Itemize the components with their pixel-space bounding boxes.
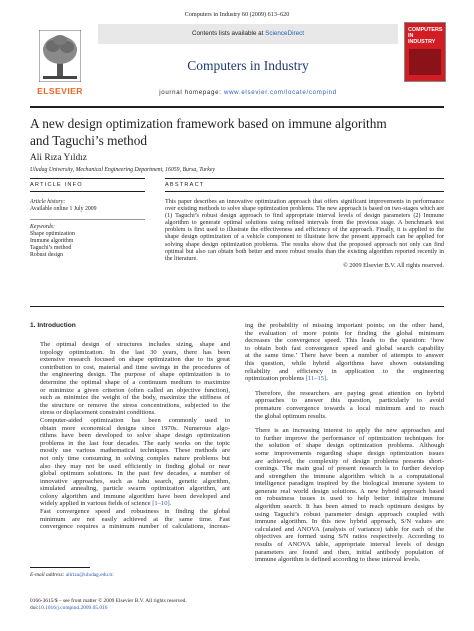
body-column-left	[30, 341, 230, 531]
abstract-top-rule	[165, 178, 444, 179]
paragraph: There is an increasing interest to apply the new approaches and to further improve the performance of optimization techniques for the solution of shape design optimization problems. Although some improvements regarding shape design optimization issues are achieved, the complexity of design problems presents short- comings. The main goal of present research is to further develop and strengthen the immune algorithm which is a computational intelligence paradigm inspired by the biological immune system to generate real world design solutions. A new hybrid approach based on robustness issues is used to help better initialize immune algorithm search. It has been aimed to reach optimum designs by using Taguchi’s robust parameter design approach coupled with immune algorithm. In this new hybrid approach, S/N values are calculated and ANOVA (analysis of variance) table for each of the objectives are formed using S/N ratios respectively. According to results of ANOVA table, appropriate interval levels of design parameters are found and then, initial antibody population of immune algorithm is defined according to these interval levels.	[255, 427, 444, 564]
article-info-heading-rule	[30, 191, 145, 192]
paragraph: Therefore, the researchers are paying great attention on hybrid approaches to answer this question, particularly to avoid premature convergence towards a local minimum and to reach the global optimum results.	[255, 389, 444, 420]
article-title-line-1: A new design optimization framework based on immune algorithm	[30, 116, 387, 131]
journal-cover-thumbnail[interactable]	[404, 22, 446, 82]
author-affiliation: Uludag University, Mechanical Engineering Department, 16059, Bursa, Turkey	[30, 167, 215, 173]
contents-prefix: Contents lists available at	[191, 30, 264, 37]
abstract-copyright: © 2009 Elsevier B.V. All rights reserved.	[343, 262, 444, 269]
keywords-block	[30, 224, 145, 259]
contents-bar	[98, 24, 398, 44]
article-title-line-2: and Taguchi’s method	[30, 132, 147, 148]
keyword: Shape optimization	[30, 231, 75, 238]
citation-link[interactable]: [11–15]	[305, 375, 327, 383]
homepage-prefix: journal homepage:	[159, 89, 222, 96]
keyword: Immune algorithm	[30, 238, 74, 245]
keywords-label: Keywords:	[30, 224, 55, 230]
author-email-link[interactable]: aliriza@uludag.edu.tr.	[65, 572, 114, 578]
journal-masthead	[30, 22, 444, 104]
keyword: Robust design	[30, 252, 64, 259]
email-label: E-mail address:	[30, 572, 65, 578]
elsevier-tree-icon	[39, 30, 81, 82]
footnote-rule	[30, 567, 90, 568]
paragraph: The optimal design of structures includes sizing, shape and topology optimization. In the last 30 years, there has been extensive research focused on shape optimization due to its great contribution to cost, material and time savings in the procedures of the engineering design. The purpose of shape optimization is to determine the optimal shape of a continuum medium to maximize or minimize a given criterion (often called an objective function), such as minimize the weight of the body, maximize the stiffness of the structure or remove the stress concentrations, subjected to the stress or displacement constraint conditions.	[40, 341, 230, 417]
keyword: Taguchi’s method	[30, 245, 72, 252]
masthead-rule	[30, 106, 444, 108]
section-heading-introduction: 1. Introduction	[30, 322, 76, 329]
abstract-body	[165, 199, 444, 270]
article-history-value: Available online 1 July 2009	[30, 206, 97, 213]
homepage-link[interactable]: www.elsevier.com/locate/compind	[223, 89, 337, 96]
sciencedirect-link[interactable]: ScienceDirect	[265, 30, 304, 37]
cover-image	[409, 49, 441, 75]
article-history-label: Article history:	[30, 199, 66, 205]
article-info-heading: ARTICLE INFO	[30, 182, 83, 188]
article-title	[30, 116, 444, 149]
elsevier-wordmark: ELSEVIER	[37, 86, 83, 96]
issn-line: 0166-3615/$ – see front matter © 2009 Elsevier B.V. All rights reserved.	[30, 598, 187, 604]
journal-header-center	[98, 22, 398, 102]
body-column-right	[245, 322, 444, 564]
cover-title: COMPUTERS IN INDUSTRY	[408, 27, 443, 45]
publisher-logo[interactable]	[30, 24, 90, 102]
article-info-top-rule	[30, 178, 145, 179]
author-footnote	[30, 572, 230, 579]
journal-title: Computers in Industry	[187, 58, 309, 73]
citation-link[interactable]: [1–10]	[152, 500, 170, 508]
author-name[interactable]: Ali Rıza Yıldız	[30, 153, 87, 163]
paragraph: Computer-aided optimization has been commonly used to obtain more economical designs since 1970s. Numerous algo- rithms have been developed to solve shape design optimization problems in the last four decades. The early works on the topic mostly use various mathematical techniques. These methods are not only time consuming in solving complex nature problems but also they may not be used efficiently in finding global or near global optimum solutions. In the past few decades, a number of innovative approaches, such as tabu search, genetic algorithm, simulated annealing, particle swarm optimization algorithm, ant colony algorithm and immune algorithm have been developed and widely applied in various fields of science [1–10].	[40, 416, 230, 508]
doi-link[interactable]: 10.1016/j.compind.2009.05.016	[38, 604, 108, 611]
info-divider	[30, 219, 145, 220]
paragraph: ing the probability of missing important points; on the other hand, the evaluation of more points for finding the global minimum decreases the convergence speed. This leads to the question: ‘how to obtain both fast convergence speed and global search capability at the same time.’ There have been a number of attempts to answer this question, while hybrid algorithms have shown outstanding reliability and efficiency in application to the engineering optimization problems [11–15].	[245, 322, 444, 383]
doi-line	[30, 605, 230, 612]
abstract-heading: ABSTRACT	[165, 182, 205, 188]
article-history	[30, 199, 145, 213]
running-header: Computers in Industry 60 (2009) 613–620	[184, 11, 290, 18]
journal-homepage	[98, 89, 398, 96]
abstract-text: This paper describes an innovative optimization approach that offers significant improvements in performance over existing methods to solve shape optimization problems. The new approach is based on two-stages which are (1) Taguchi’s robust design approach to find appropriate interval levels of design parameters (2) Immune algorithm to generate optimal solutions using refined intervals from the previous stage. A benchmark test problem is first used to illustrate the effectiveness and efficiency of the approach. Finally, it is applied to the shape design optimization of a vehicle component to illustrate how the present approach can be applied for solving shape design optimization problems. The results show that the proposed approach not only can find optimal but also can obtain both better and more robust results than the existing algorithm reported recently in the literature.	[165, 199, 444, 262]
front-matter-bottom-rule	[30, 306, 444, 307]
publication-info	[30, 598, 230, 612]
abstract-heading-rule	[165, 191, 444, 192]
doi-prefix: doi:	[30, 604, 39, 611]
paragraph: Fast convergence speed and robustness in finding the global minimum are not easily achieved at the same time. Fast convergence requires a minimum number of calculations, increas-	[40, 508, 230, 531]
